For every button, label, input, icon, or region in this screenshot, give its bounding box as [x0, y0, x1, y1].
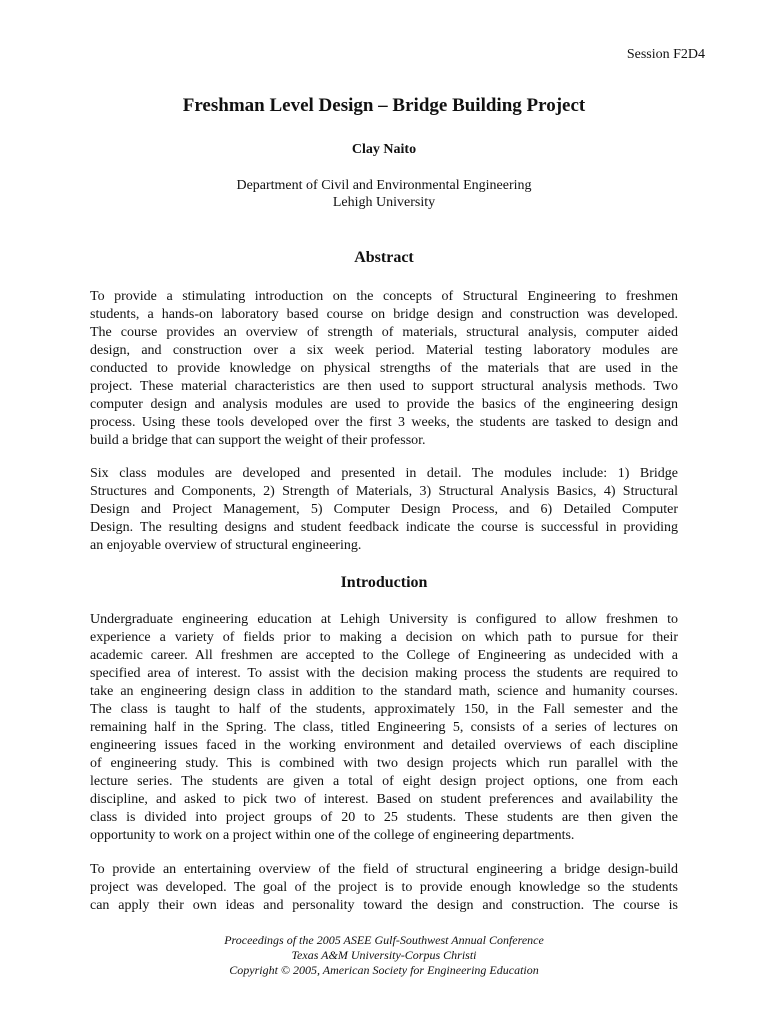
- abstract-heading: Abstract: [354, 249, 414, 266]
- text-line: of engineering study. This is combined with two design projects which run parallel with the: [90, 756, 678, 771]
- text-line: conducted to provide knowledge on physical strengths of the materials that are used in the: [90, 361, 678, 376]
- page-footer: [0, 933, 768, 978]
- session-label: Session F2D4: [626, 47, 705, 62]
- text-line: engineering issues faced in the working environment and detailed overviews of each discipline: [90, 738, 678, 753]
- text-line: academic career. All freshmen are accepted to the College of Engineering as undecided with a: [90, 648, 678, 663]
- paper-title: Freshman Level Design – Bridge Building Project: [182, 95, 586, 116]
- text-line: project. These material characteristics are then used to support structural analysis methods. Two: [90, 379, 678, 394]
- footer-copyright: Copyright © 2005, American Society for Engineering Education: [229, 963, 539, 977]
- text-line: opportunity to work on a project within one of the college of engineering departments.: [90, 828, 575, 843]
- text-line: take an engineering design class in addition to the standard math, science and humanity courses.: [90, 684, 678, 699]
- abstract-paragraph-1: [90, 288, 678, 450]
- footer-proceedings: Proceedings of the 2005 ASEE Gulf-Southwest Annual Conference: [224, 933, 544, 947]
- text-line: can apply their own ideas and personality toward the design and construction. The course is: [90, 898, 678, 913]
- department-name: Department of Civil and Environmental Engineering: [236, 178, 532, 193]
- text-line: process. Using these tools developed over the first 3 weeks, the students are tasked to design and: [90, 415, 678, 430]
- text-line: Six class modules are developed and presented in detail. The modules include: 1) Bridge: [90, 466, 678, 481]
- abstract-paragraph-2: [90, 465, 678, 555]
- text-line: specified area of interest. To assist with the decision making process the students are required to: [90, 666, 678, 681]
- introduction-paragraph-2: [90, 861, 678, 915]
- text-line: students, a hands-on laboratory based course on bridge design and construction was developed.: [90, 307, 678, 322]
- text-line: To provide an entertaining overview of the field of structural engineering a bridge design-build: [90, 862, 678, 877]
- text-line: remaining half in the Spring. The class, titled Engineering 5, consists of a series of lectures on: [90, 720, 678, 735]
- introduction-paragraph-1: [90, 611, 678, 845]
- text-line: class is divided into project groups of 20 to 25 students. These students are then given the: [90, 810, 678, 825]
- text-line: Undergraduate engineering education at Lehigh University is configured to allow freshmen to: [90, 612, 678, 627]
- text-line: lecture series. The students are given a total of eight design project options, one from each: [90, 774, 678, 789]
- text-line: project was developed. The goal of the project is to provide enough knowledge so the students: [90, 880, 678, 895]
- text-line: an enjoyable overview of structural engineering.: [90, 538, 362, 553]
- author-name: Clay Naito: [351, 142, 417, 157]
- text-line: build a bridge that can support the weight of their professor.: [90, 433, 426, 448]
- introduction-heading: Introduction: [340, 574, 428, 591]
- author-affiliation: [0, 177, 768, 211]
- text-line: The class is taught to half of the students, approximately 150, in the Fall semester and the: [90, 702, 678, 717]
- text-line: design, and construction over a six week period. Material testing laboratory modules are: [90, 343, 678, 358]
- text-line: The course provides an overview of strength of materials, structural analysis, computer aided: [90, 325, 678, 340]
- text-line: discipline, and asked to pick two of interest. Based on student preferences and availability the: [90, 792, 678, 807]
- text-line: computer design and analysis modules are used to provide the basics of the engineering design: [90, 397, 678, 412]
- text-line: Design and Project Management, 5) Computer Design Process, and 6) Detailed Computer: [90, 502, 678, 517]
- text-line: To provide a stimulating introduction on the concepts of Structural Engineering to freshmen: [90, 289, 678, 304]
- footer-venue: Texas A&M University-Corpus Christi: [291, 948, 477, 962]
- text-line: Design. The resulting designs and student feedback indicate the course is successful in providing: [90, 520, 678, 535]
- university-name: Lehigh University: [332, 195, 436, 210]
- text-line: experience a variety of fields prior to making a decision on which path to pursue for their: [90, 630, 678, 645]
- text-line: Structures and Components, 2) Strength of Materials, 3) Structural Analysis Basics, 4) Structural: [90, 484, 678, 499]
